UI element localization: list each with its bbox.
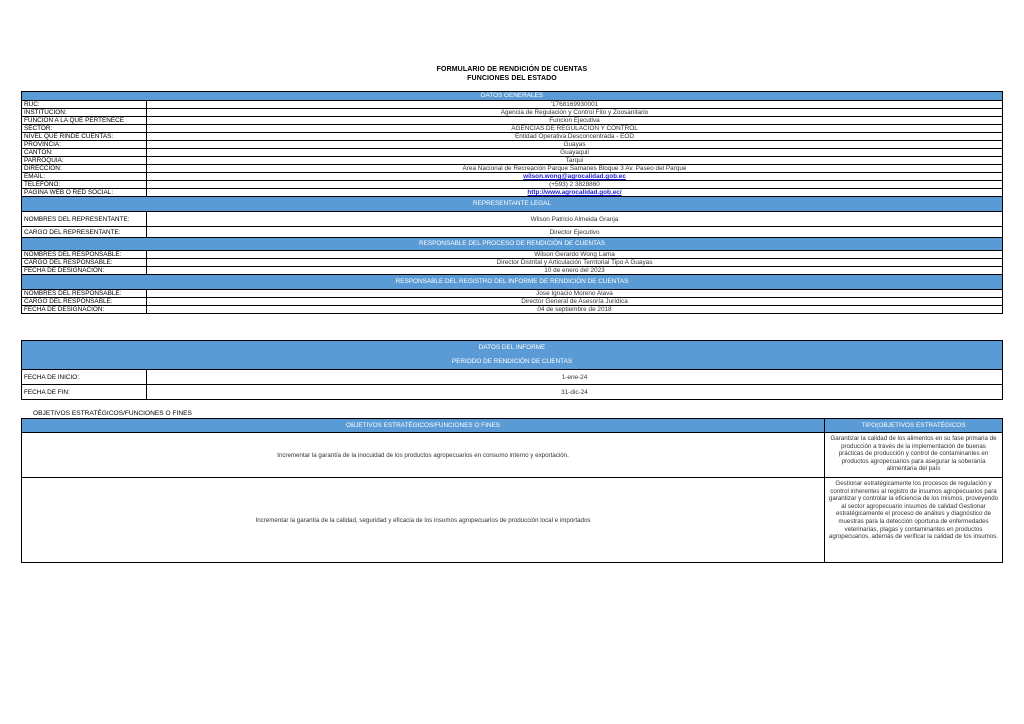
table-row [22, 251, 1003, 259]
email-label: EMAIL: [22, 173, 147, 181]
cargo-representante-label: CARGO DEL REPRESENTANTE: [22, 227, 147, 238]
table-row [22, 259, 1003, 267]
nombre-representante-value: Wilson Patricio Almeida Granja [147, 212, 1003, 227]
fecha-designacion-value: 10 de enero del 2023 [147, 267, 1003, 275]
periodo-header [22, 354, 1003, 370]
tipo-cell: Gestionar estratégicamente los procesos de regulación y control inherentes al registro de insumos agropecuarios para garantizar y controlar la eficiencia de los mismos, proveyendo al sector agropecuario insumos de calidad Gestionar estratégicamente el proceso de análisis y diagnóstico de muestras para la detección oportuna de enfermedades veterinarias, plagas y contaminantes en productos agropecuarios, además de verificar la calidad de los insumos. [825, 478, 1003, 563]
table-row [22, 227, 1003, 238]
representante-header-cell: REPRESENTANTE LEGAL [22, 197, 1003, 212]
table-row [22, 181, 1003, 189]
datos-generales-table [21, 91, 1003, 314]
objetivos-col-header: OBJETIVOS ESTRATÉGICOS/FUNCIONES O FINES [22, 419, 825, 433]
table-row [22, 189, 1003, 197]
institucion-value: Agencia de Regulación y Control Fito y Zoosanitario [147, 109, 1003, 117]
responsable-registro-header [22, 275, 1003, 290]
nombre-responsable-value: Wilson Gerardo Wong Lama [147, 251, 1003, 259]
institucion-label: INSTITUCIÓN: [22, 109, 147, 117]
cargo-representante-value: Director Ejecutivo [147, 227, 1003, 238]
table-row [22, 290, 1003, 298]
funcion-value: Funcion Ejecutiva [147, 117, 1003, 125]
ruc-value: '1768169930001 [147, 101, 1003, 109]
table-row [22, 157, 1003, 165]
table-row [22, 306, 1003, 314]
table-row [22, 125, 1003, 133]
table-row [22, 267, 1003, 275]
canton-value: Guayaquil [147, 149, 1003, 157]
cargo-responsable-label: CARGO DEL RESPONSABLE: [22, 259, 147, 267]
telefono-value: (+593) 2 3828860 [147, 181, 1003, 189]
responsable-proceso-header-cell: RESPONSABLE DEL PROCESO DE RENDICIÓN DE CUENTAS [22, 238, 1003, 251]
web-link[interactable]: http://www.agrocalidad.gob.ec/ [527, 189, 622, 196]
web-label: PÁGINA WEB O RED SOCIAL: [22, 189, 147, 197]
provincia-value: Guayas [147, 141, 1003, 149]
objetivos-section-label: OBJETIVOS ESTRATÉGICOS/FUNCIONES O FINES [33, 410, 192, 417]
parroquia-value: Tarqui [147, 157, 1003, 165]
nombre-representante-label: NOMBRES DEL REPRESENTANTE: [22, 212, 147, 227]
datos-generales-header-cell: DATOS GENERALES [22, 92, 1003, 101]
objetivo-cell: Incrementar la garantía de la inocuidad de los productos agropecuarios en consumo interno y exportación. [22, 433, 825, 478]
fecha-fin-value: 31-dic-24 [147, 385, 1003, 400]
representante-header [22, 197, 1003, 212]
datos-informe-header [22, 341, 1003, 355]
periodo-header-cell: PERIODO DE RENDICIÓN DE CUENTAS [22, 354, 1003, 370]
sector-label: SECTOR: [22, 125, 147, 133]
table-row [22, 165, 1003, 173]
fecha-designacion-label: FECHA DE DESIGNACIÓN: [22, 267, 147, 275]
nivel-label: NIVEL QUE RINDE CUENTAS: [22, 133, 147, 141]
nombre-responsable-label: NOMBRES DEL RESPONSABLE: [22, 251, 147, 259]
tipo-col-header: TIPO(OBJETIVOS ESTRATÉGICOS [825, 419, 1003, 433]
table-row [22, 133, 1003, 141]
cargo-responsable-value: Director Distrital y Articulación Territorial Tipo A Guayas [147, 259, 1003, 267]
datos-informe-table [21, 340, 1003, 400]
table-row [22, 298, 1003, 306]
fecha-registro-value: 04 de septiembre de 2018 [147, 306, 1003, 314]
fecha-inicio-label: FECHA DE INICIO: [22, 370, 147, 385]
fecha-fin-label: FECHA DE FIN: [22, 385, 147, 400]
email-link[interactable]: wilson.wong@agrocalidad.gob.ec [523, 173, 626, 180]
form-title: FORMULARIO DE RENDICIÓN DE CUENTAS [436, 66, 588, 73]
objetivos-table [21, 418, 1003, 563]
responsable-registro-header-cell: RESPONSABLE DEL REGISTRO DEL INFORME DE RENDICIÓN DE CUENTAS [22, 275, 1003, 290]
canton-label: CANTÓN: [22, 149, 147, 157]
datos-informe-header-cell: DATOS DEL INFORME [22, 341, 1003, 355]
table-row [22, 109, 1003, 117]
table-row [22, 433, 1003, 478]
responsable-proceso-header [22, 238, 1003, 251]
objetivos-header-row [22, 419, 1003, 433]
fecha-inicio-value: 1-ene-24 [147, 370, 1003, 385]
nombre-registro-label: NOMBRES DEL RESPONSABLE: [22, 290, 147, 298]
parroquia-label: PARROQUIA: [22, 157, 147, 165]
nivel-value: Entidad Operativa Desconcentrada - EOD [147, 133, 1003, 141]
datos-generales-header [22, 92, 1003, 101]
tipo-cell: Garantizar la calidad de los alimentos en su fase primaria de producción a través de la implementación de buenas prácticas de producción y control de contaminantes en productos agropecuarios para asegurar la soberanía alimentaria del país [825, 433, 1003, 478]
table-row [22, 141, 1003, 149]
table-row [22, 101, 1003, 109]
table-row [22, 149, 1003, 157]
telefono-label: TELÉFONO: [22, 181, 147, 189]
ruc-label: RUC: [22, 101, 147, 109]
email-cell [147, 173, 1003, 181]
nombre-registro-value: Jose Ignacio Moreno Alava [147, 290, 1003, 298]
provincia-label: PROVINCIA: [22, 141, 147, 149]
table-row [22, 117, 1003, 125]
objetivo-cell: Incrementar la garantía de la calidad, seguridad y eficacia de los insumos agropecuarios de producción local e importados [22, 478, 825, 563]
table-row [22, 478, 1003, 563]
cargo-registro-label: CARGO DEL RESPONSABLE: [22, 298, 147, 306]
funcion-label: FUNCIÓN A LA QUE PERTENECE [22, 117, 147, 125]
table-row [22, 370, 1003, 385]
web-cell [147, 189, 1003, 197]
fecha-registro-label: FECHA DE DESIGNACIÓN: [22, 306, 147, 314]
sector-value: AGENCIAS DE REGULACION Y CONTROL [147, 125, 1003, 133]
form-subtitle: FUNCIONES DEL ESTADO [467, 75, 557, 82]
table-row [22, 212, 1003, 227]
cargo-registro-value: Director General de Asesoría Jurídica [147, 298, 1003, 306]
table-row [22, 385, 1003, 400]
direccion-value: Area Nacional de Recreación Parque Samanes Bloque 3 Av. Paseo del Parque [147, 165, 1003, 173]
direccion-label: DIRECCIÓN: [22, 165, 147, 173]
table-row [22, 173, 1003, 181]
